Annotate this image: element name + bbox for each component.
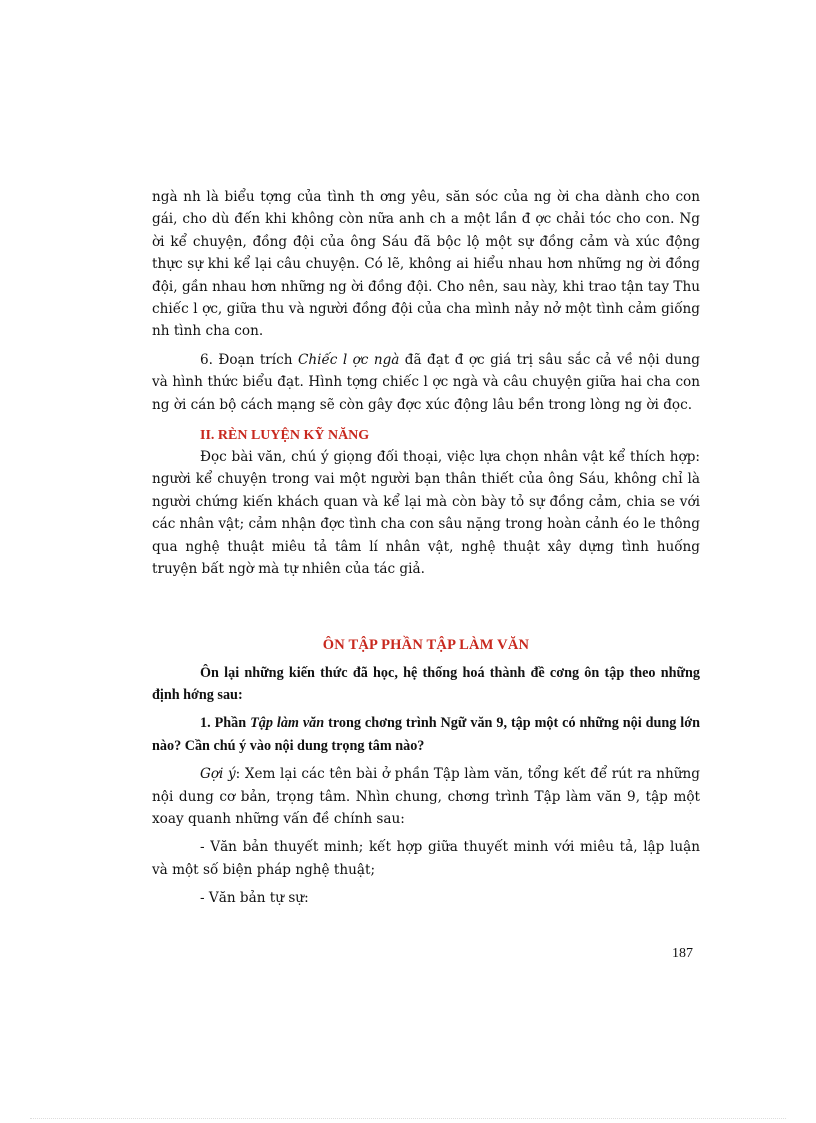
paragraph-skills: Đọc bài văn, chú ý giọng đối thoại, việc lựa chọn nhân vật kể thích hợp: người kể chuyện trong vai một người bạn thân thiết của ông Sáu, không chỉ là người chứng kiến khách quan và kể lại mà còn bày tỏ sự đồng cảm, chia se với các nhân vật; cảm nhận đợc tình cha con sâu nặng trong hoàn cảnh éo le thông qua nghệ thuật miêu tả tâm lí nhân vật, nghệ thuật xây dựng tình huống truyện bất ngờ mà tự nhiên của tác giả. [152, 449, 700, 578]
bullet-narrative-text: - Văn bản tự sự: [200, 890, 309, 907]
bullet-expository-text: - Văn bản thuyết minh; kết hợp giữa thuyết minh với miêu tả, lập luận và một số biện pháp nghệ thuật; [152, 839, 700, 878]
text-prefix: 1. Phần [200, 715, 251, 732]
page-number: 187 [672, 946, 693, 961]
paragraph-review-intro: Ôn lại những kiến thức đã học, hệ thống hoá thành đề cơng ôn tập theo những định hớng sau: [152, 664, 700, 703]
work-title: Chiếc l ợc ngà [297, 351, 400, 368]
paragraph-ivory-comb-symbol: ngà nh là biểu tợng của tình th ơng yêu, săn sóc của ng ời cha dành cho con gái, cho dù đến khi không còn nữa anh ch a một lần đ ợc chải tóc cho con. Ng ời kể chuyện, đồng đội của ông Sáu đã bộc lộ một sự đồng cảm và xúc động thực sự khi kể lại câu chuyện. Có lẽ, không ai hiểu nhau hơn những ng ời đồng đội, gần nhau hơn những ng ời đồng đội. Cho nên, sau này, khi trao tận tay Thu chiếc l ợc, giữa thu và người đồng đội của cha mình nảy nở một tình cảm giống nh tình cha con. [152, 189, 700, 340]
paragraph-summary-6 [152, 349, 700, 416]
page-title-review: ÔN TẬP PHẦN TẬP LÀM VĂN [322, 636, 530, 653]
text-suffix: : Xem lại các tên bài ở phần Tập làm văn, tổng kết để rút ra những nội dung cơ bản, trọng tâm. Nhìn chung, chơng trình Tập làm văn 9, tập một xoay quanh những vấn đề chính sau: [152, 766, 700, 827]
question-1 [152, 712, 700, 757]
page-content [152, 186, 700, 910]
section-heading-skills: II. RÈN LUYỆN KỸ NĂNG [200, 428, 370, 444]
subject-name: Tập làm văn [250, 715, 325, 732]
footer-divider [30, 1118, 786, 1119]
text-suffix: trong chơng trình Ngữ văn 9, tập một có những nội dung lớn nào? Cần chú ý vào nội dung trọng tâm nào? [152, 715, 700, 754]
text-prefix: 6. Đoạn trích [200, 351, 298, 368]
hint-label: Gợi ý [200, 766, 236, 783]
paragraph-hint [152, 763, 700, 830]
text-suffix: đã đạt đ ợc giá trị sâu sắc cả về nội dung và hình thức biểu đạt. Hình tợng chiếc l ợc ngà và câu chuyện giữa hai cha con ng ời cán bộ cách mạng sẽ còn gây đợc xúc động lâu bền trong lòng ng ời đọc. [152, 351, 700, 413]
